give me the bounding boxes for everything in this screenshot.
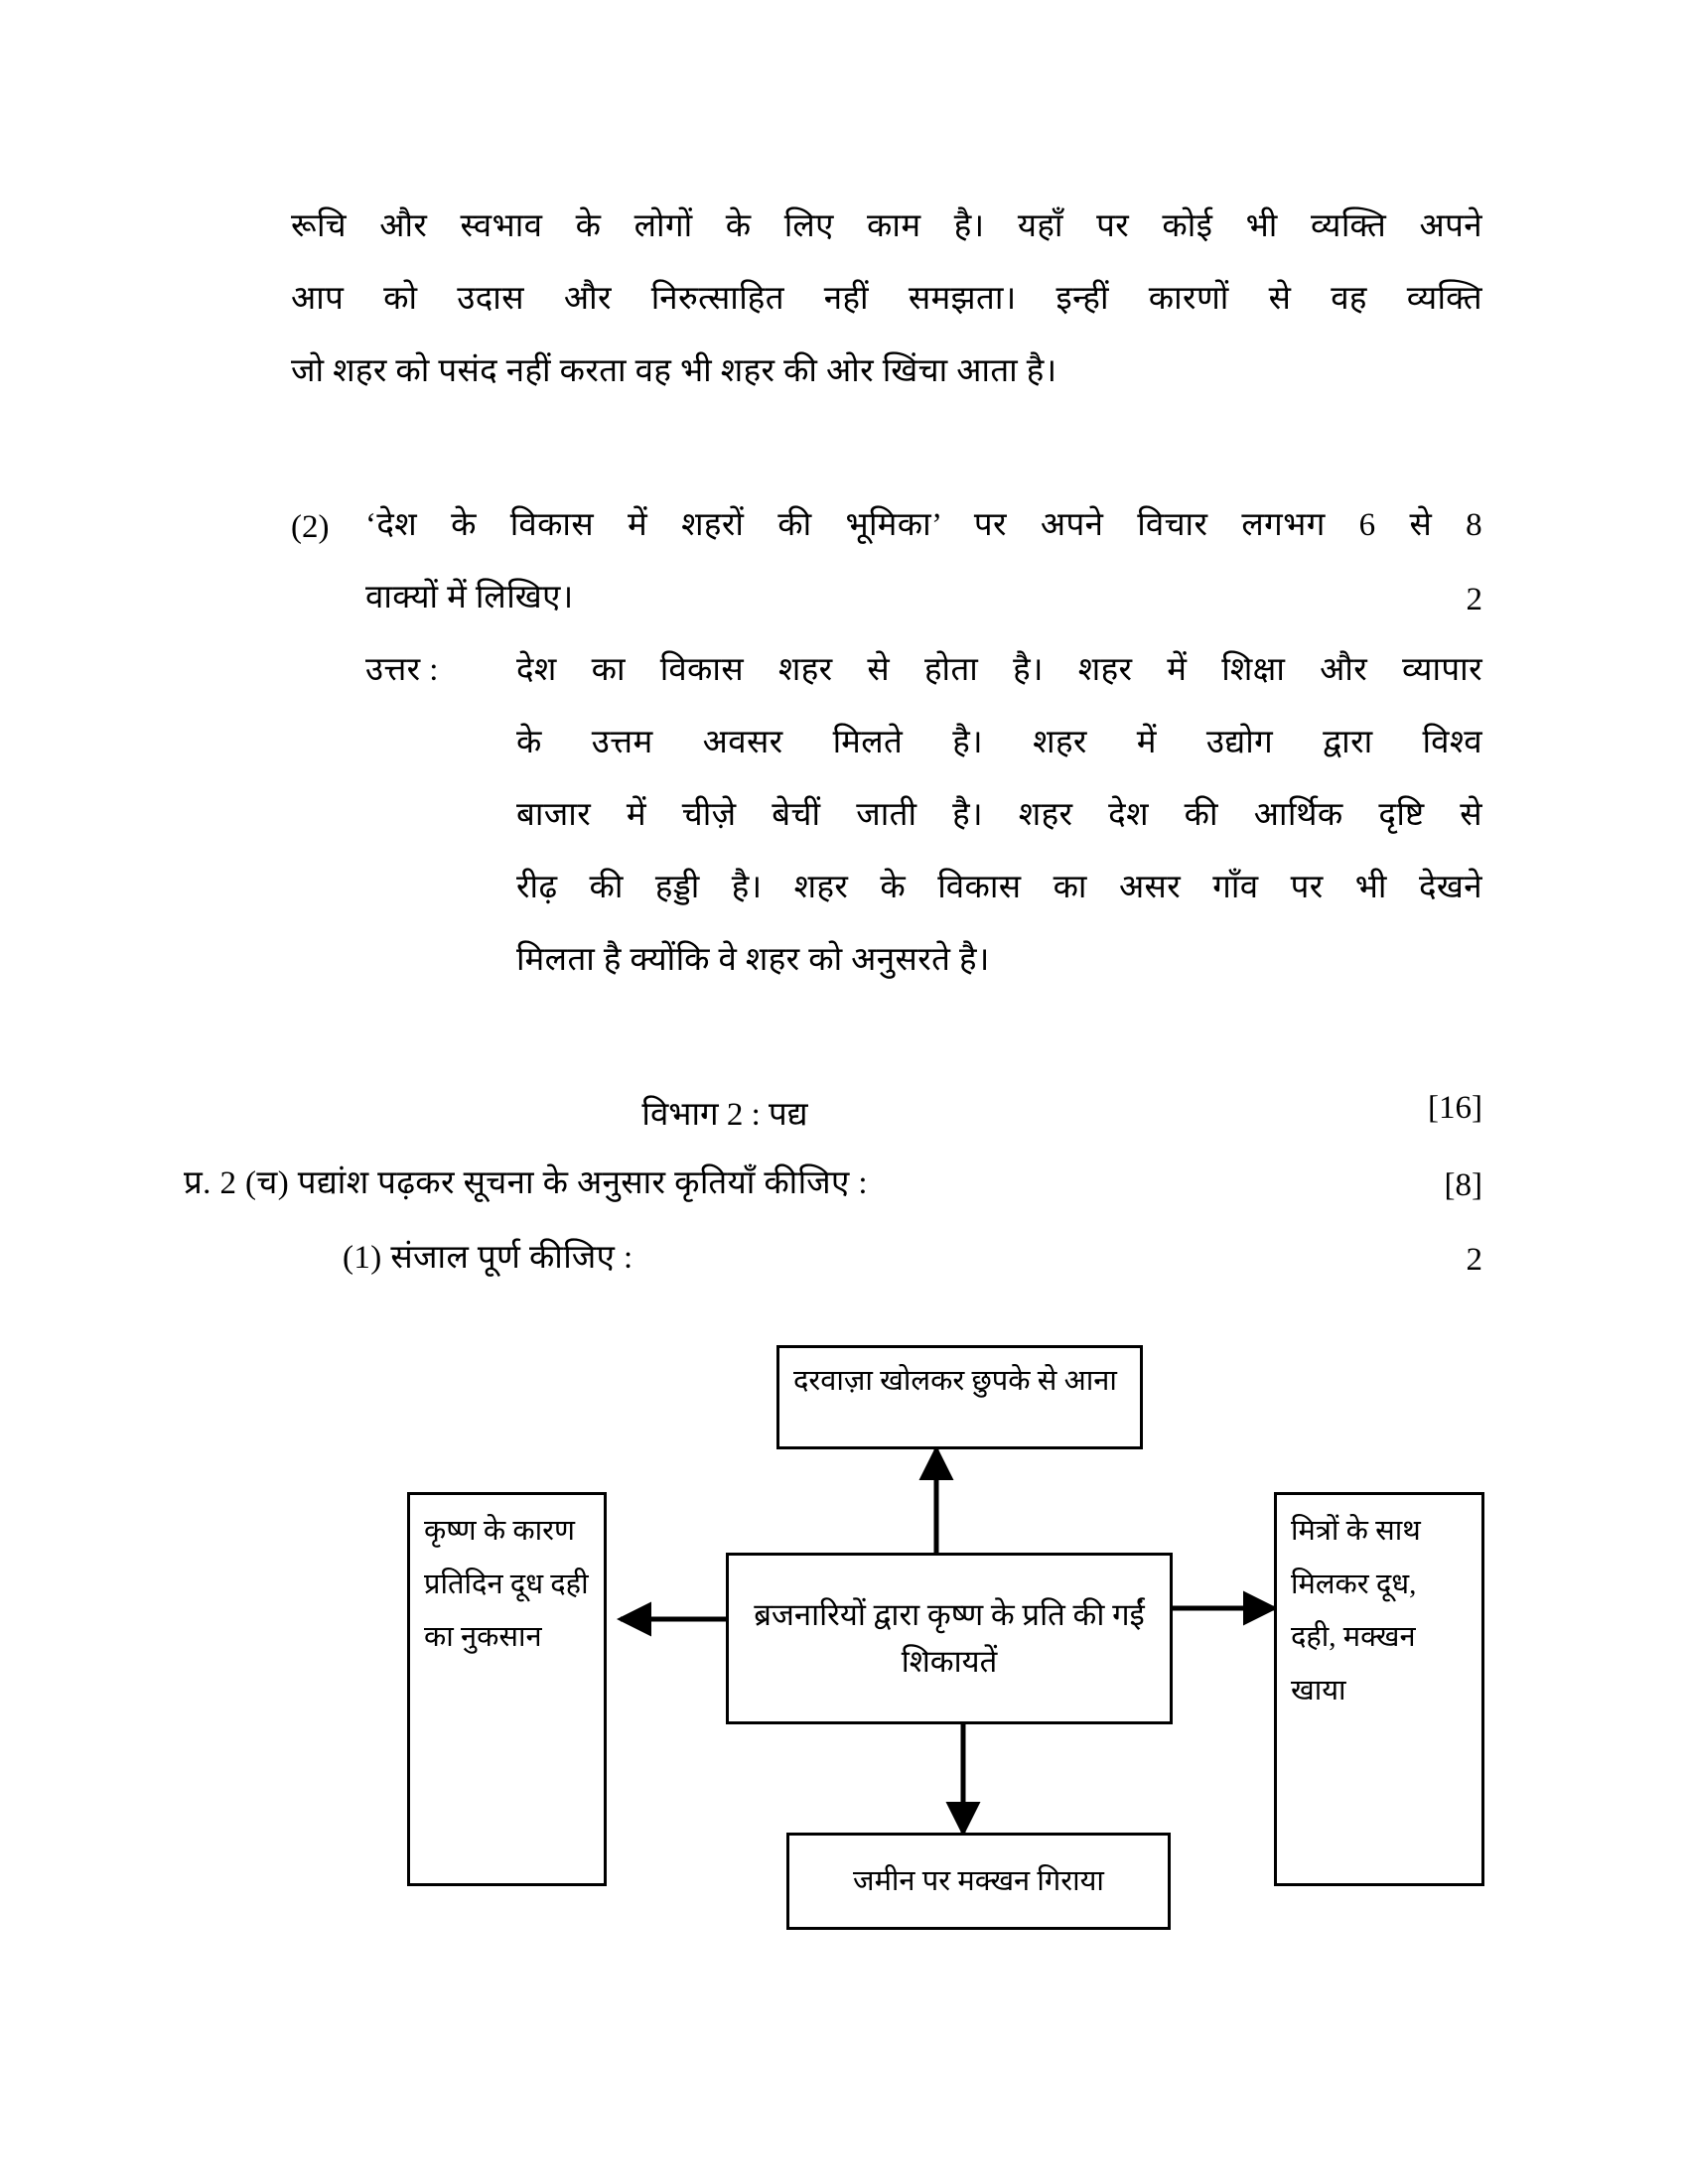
answer-2-line-4: रीढ़ की हड्डी है। शहर के विकास का असर गाँव पर भी देखने: [516, 870, 1482, 905]
diagram-node-bottom: जमीन पर मक्खन गिराया: [786, 1833, 1171, 1930]
question-3-label: प्र. 2 (च) पद्यांश पढ़कर सूचना के अनुसार कृतियाँ कीजिए :: [184, 1165, 868, 1201]
diagram-node-left: कृष्ण के कारण प्रतिदिन दूध दही का नुकसान: [407, 1492, 607, 1886]
subquestion-1-label: (1) संजाल पूर्ण कीजिए :: [343, 1240, 633, 1276]
subquestion-1-marks: 2: [1466, 1242, 1482, 1278]
question-2-text-line-2: वाक्यों में लिखिए।: [365, 580, 574, 615]
answer-2-line-3: बाजार में चीज़े बेचीं जाती है। शहर देश की आर्थिक दृष्टि से: [516, 797, 1482, 833]
answer-2-label: उत्तर :: [365, 652, 439, 688]
question-3-marks: [8]: [1444, 1167, 1482, 1203]
section-heading: विभाग 2 : पद्य: [641, 1097, 808, 1133]
passage-line-2: आप को उदास और निरुत्साहित नहीं समझता। इन्हीं कारणों से वह व्यक्ति: [291, 281, 1482, 317]
question-2-text-line-1: ‘देश के विकास में शहरों की भूमिका’ पर अपने विचार लगभग 6 से 8: [365, 507, 1482, 543]
question-2-marks: 2: [1466, 582, 1482, 617]
passage-line-1: रूचि और स्वभाव के लोगों के लिए काम है। यहाँ पर कोई भी व्यक्ति अपने: [291, 208, 1482, 244]
diagram-node-right: मित्रों के साथ मिलकर दूध, दही, मक्खन खाया: [1274, 1492, 1484, 1886]
passage-line-3: जो शहर को पसंद नहीं करता वह भी शहर की ओर खिंचा आता है।: [291, 353, 1057, 389]
answer-2-line-2: के उत्तम अवसर मिलते है। शहर में उद्योग द्वारा विश्व: [516, 725, 1482, 760]
answer-2-line-5: मिलता है क्योंकि वे शहर को अनुसरते है।: [516, 942, 990, 978]
question-2-number: (2): [291, 509, 330, 545]
answer-2-line-1: देश का विकास शहर से होता है। शहर में शिक्षा और व्यापार: [516, 652, 1482, 688]
section-marks: [16]: [1428, 1090, 1482, 1126]
diagram-node-top: दरवाज़ा खोलकर छुपके से आना: [776, 1345, 1143, 1449]
diagram-node-center: ब्रजनारियों द्वारा कृष्ण के प्रति की गईं शिकायतें: [726, 1553, 1173, 1724]
